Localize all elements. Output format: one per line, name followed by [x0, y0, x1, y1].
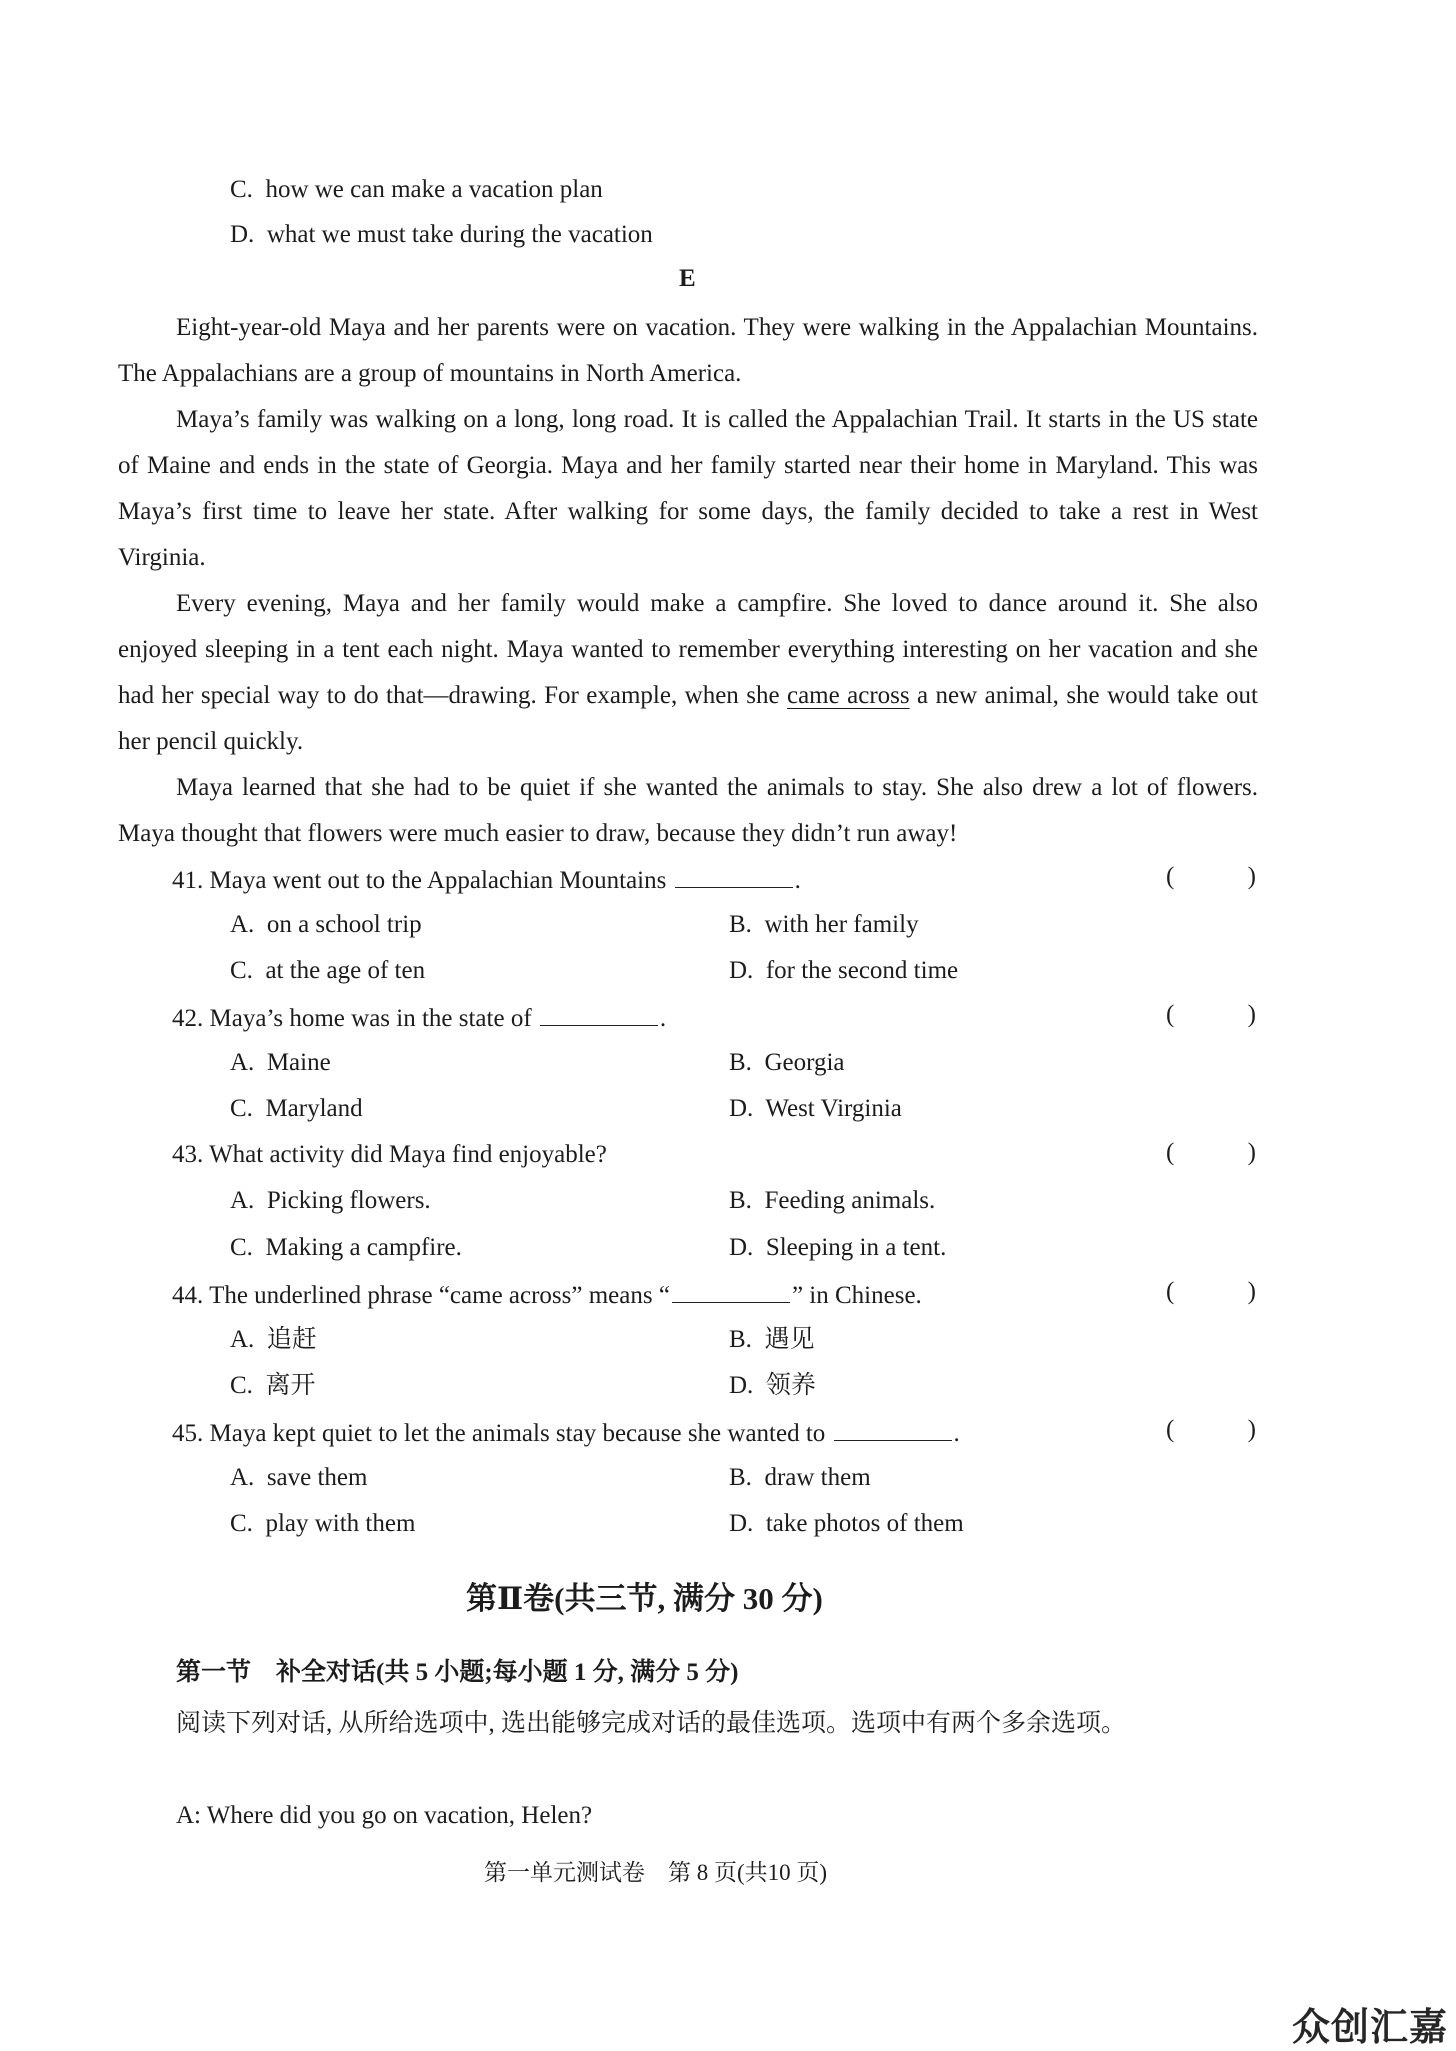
option-text: 追赶: [266, 1326, 317, 1353]
question-stem: Maya’s home was in the state of: [209, 1005, 532, 1032]
question-44: [172, 1278, 922, 1312]
option-text: take photos of them: [765, 1510, 964, 1537]
option-b[interactable]: [729, 909, 919, 941]
paren-open: (: [1166, 1416, 1175, 1443]
option-d[interactable]: [729, 1232, 946, 1264]
option-a[interactable]: [230, 1047, 331, 1079]
section-1-title: 第一节 补全对话(共 5 小题;每小题 1 分, 满分 5 分): [176, 1659, 739, 1686]
question-number: 45.: [172, 1420, 204, 1447]
option-text: with her family: [764, 911, 919, 938]
paren-close: ): [1247, 1001, 1256, 1028]
paragraph-text: a new animal, she would take out her pencil quickly.: [118, 682, 1258, 755]
option-text: draw them: [764, 1464, 871, 1491]
dialog-line: A: Where did you go on vacation, Helen?: [176, 1802, 593, 1829]
option-letter: C.: [230, 957, 253, 984]
option-d[interactable]: [729, 1508, 964, 1540]
option-letter: B.: [729, 911, 752, 938]
question-stem-end: ” in Chinese.: [791, 1282, 922, 1309]
option-c[interactable]: [230, 955, 425, 987]
option-text: 离开: [265, 1372, 316, 1399]
option-letter: B.: [729, 1187, 752, 1214]
question-42: [172, 1001, 666, 1035]
option-b[interactable]: [729, 1462, 871, 1494]
option-text: play with them: [265, 1510, 416, 1537]
option-letter: B.: [729, 1464, 752, 1491]
option-text: Sleeping in a tent.: [765, 1234, 947, 1261]
option-a[interactable]: [230, 1185, 431, 1217]
option-text: how we can make a vacation plan: [265, 176, 603, 203]
watermark-logo: 众创汇嘉: [1292, 2005, 1449, 2049]
question-stem-end: .: [953, 1420, 960, 1447]
page-footer: 第一单元测试卷 第 8 页(共10 页): [484, 1860, 828, 1885]
option-b[interactable]: [729, 1047, 845, 1079]
question-stem-end: .: [794, 867, 801, 894]
paren-open: (: [1166, 863, 1175, 890]
answer-blank: [672, 1278, 790, 1303]
option-letter: D.: [729, 1372, 754, 1399]
option-c[interactable]: [230, 1232, 462, 1264]
section-1-instructions: 阅读下列对话, 从所给选项中, 选出能够完成对话的最佳选项。选项中有两个多余选项。: [176, 1710, 1127, 1737]
answer-parentheses[interactable]: [1166, 1416, 1256, 1444]
option-a[interactable]: [230, 909, 422, 941]
option-text: Picking flowers.: [266, 1187, 431, 1214]
answer-parentheses[interactable]: [1166, 1278, 1256, 1306]
passage-paragraph-2: Maya’s family was walking on a long, long road. It is called the Appalachian Trail. It starts in the US state of Maine and ends in the state of Georgia. Maya and her family started near their home in Maryland. This was Maya’s first time to leave her state. After walking for some days, the family decided to take a rest in West Virginia.: [118, 406, 1258, 571]
prev-option-c: [230, 174, 603, 206]
option-letter: D.: [729, 957, 754, 984]
option-c[interactable]: [230, 1508, 415, 1540]
paren-open: (: [1166, 1139, 1175, 1166]
option-c[interactable]: [230, 1093, 363, 1125]
option-letter: A.: [230, 1326, 255, 1353]
question-stem: Maya kept quiet to let the animals stay because she wanted to: [209, 1420, 826, 1447]
option-letter: C.: [230, 1510, 253, 1537]
option-b[interactable]: [729, 1185, 935, 1217]
option-letter: D.: [729, 1095, 754, 1122]
option-text: at the age of ten: [265, 957, 426, 984]
option-text: 领养: [765, 1372, 816, 1399]
answer-parentheses[interactable]: [1166, 863, 1256, 891]
option-letter: A.: [230, 1464, 255, 1491]
paren-close: ): [1247, 1139, 1256, 1166]
answer-blank: [540, 1001, 658, 1026]
question-41: [172, 863, 801, 897]
paren-close: ): [1247, 1278, 1256, 1305]
option-text: Making a campfire.: [265, 1234, 462, 1261]
option-d[interactable]: [729, 955, 958, 987]
option-letter: C.: [230, 1095, 253, 1122]
paren-open: (: [1166, 1278, 1175, 1305]
answer-blank: [834, 1416, 952, 1441]
paren-open: (: [1166, 1001, 1175, 1028]
question-number: 41.: [172, 867, 204, 894]
passage-heading: E: [679, 265, 696, 292]
underlined-phrase: came across: [786, 682, 910, 709]
prev-option-d: [230, 219, 653, 251]
option-text: save them: [266, 1464, 368, 1491]
option-letter: A.: [230, 911, 255, 938]
answer-parentheses[interactable]: [1166, 1001, 1256, 1029]
paren-close: ): [1247, 1416, 1256, 1443]
question-45: [172, 1416, 960, 1450]
option-text: Maryland: [265, 1095, 363, 1122]
option-text: Maine: [266, 1049, 331, 1076]
option-letter: A.: [230, 1049, 255, 1076]
answer-blank: [675, 863, 793, 888]
option-b[interactable]: [729, 1324, 814, 1356]
option-letter: D.: [729, 1510, 754, 1537]
option-text: Feeding animals.: [764, 1187, 936, 1214]
question-stem-end: .: [659, 1005, 667, 1032]
option-letter: B.: [729, 1326, 752, 1353]
option-a[interactable]: [230, 1462, 367, 1494]
passage-paragraph-4: Maya learned that she had to be quiet if she wanted the animals to stay. She also drew a lot of flowers. Maya thought that flowers were much easier to draw, because they didn’t run away!: [118, 774, 1258, 847]
question-number: 43.: [172, 1141, 204, 1168]
question-43: [172, 1139, 607, 1171]
question-number: 44.: [172, 1282, 204, 1309]
paragraph-text: Every evening, Maya and her family would make a campfire. She loved to dance around it. She also enjoyed sleeping in a tent each night. Maya wanted to remember everything interesting on her vacation and she had her special way to do that—drawing. For example, when she: [118, 590, 1258, 709]
option-letter: D.: [230, 221, 255, 248]
option-letter: A.: [230, 1187, 255, 1214]
option-text: 遇见: [764, 1326, 815, 1353]
question-stem: The underlined phrase “came across” means “: [209, 1282, 670, 1309]
option-letter: B.: [729, 1049, 752, 1076]
question-stem: Maya went out to the Appalachian Mountains: [209, 867, 667, 894]
answer-parentheses[interactable]: [1166, 1139, 1256, 1167]
option-c[interactable]: [230, 1370, 315, 1402]
question-stem: What activity did Maya find enjoyable?: [209, 1141, 607, 1168]
option-text: West Virginia: [765, 1095, 902, 1122]
option-letter: C.: [230, 1234, 253, 1261]
option-letter: D.: [729, 1234, 754, 1261]
option-text: for the second time: [765, 957, 959, 984]
passage-paragraph-1: Eight-year-old Maya and her parents were on vacation. They were walking in the Appalachian Mountains. The Appalachians are a group of mountains in North America.: [118, 314, 1258, 387]
option-letter: C.: [230, 1372, 253, 1399]
option-text: what we must take during the vacation: [266, 221, 653, 248]
option-text: on a school trip: [266, 911, 422, 938]
paren-close: ): [1247, 863, 1256, 890]
part-2-title: 第Ⅱ卷(共三节, 满分 30 分): [466, 1581, 823, 1616]
question-number: 42.: [172, 1005, 204, 1032]
option-text: Georgia: [764, 1049, 845, 1076]
option-a[interactable]: [230, 1324, 317, 1356]
option-d[interactable]: [729, 1093, 902, 1125]
option-d[interactable]: [729, 1370, 816, 1402]
option-letter: C.: [230, 176, 253, 203]
passage-paragraph-3: [118, 581, 1258, 765]
